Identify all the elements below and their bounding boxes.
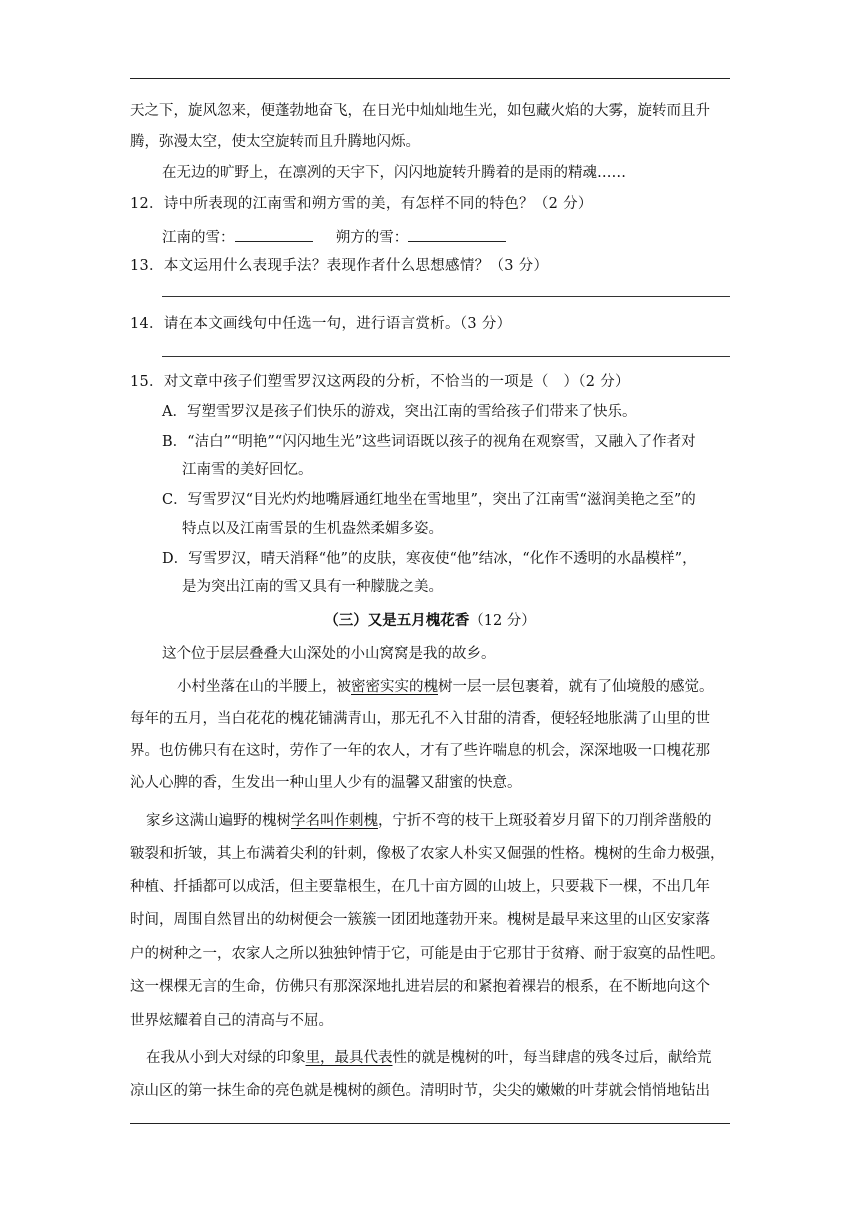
passage-p1: 这个位于层层叠叠大山深处的小山窝窝是我的故乡。 [162, 646, 496, 662]
underlined-sentence: 密密实实的槐 [351, 679, 438, 695]
poem-line: 天之下，旋风忽来，便蓬勃地奋飞，在日光中灿灿地生光，如包藏火焰的大雾，旋转而且升 [130, 103, 710, 119]
text-span: 树一层一层包裹着，就有了仙境般的感觉。 [438, 679, 714, 695]
section-title [0, 609, 860, 630]
text-span: 在我从小到大对绿的印象 [146, 1050, 306, 1066]
option-c: C．写雪罗汉“目光灼灼地嘴唇通红地坐在雪地里”，突出了江南雪“滋润美艳之至”的 [162, 492, 696, 508]
passage-p3-line: 皲裂和折皱，其上布满着尖利的针刺，像极了农家人朴实又倔强的性格。槐树的生命力极强， [130, 846, 725, 862]
passage-p3-line: 种植、扦插都可以成活，但主要靠根生，在几十亩方圆的山坡上，只要栽下一棵，不出几年 [130, 879, 710, 895]
option-c-cont: 特点以及江南雪景的生机盎然柔媚多姿。 [182, 521, 443, 537]
header-rule [130, 78, 730, 79]
passage-p2-line: 界。也仿佛只有在这时，劳作了一年的农人，才有了些许喘息的机会，深深地吸一口槐花那 [130, 743, 710, 759]
footer-rule [130, 1123, 730, 1124]
passage-p4-line [146, 1050, 712, 1067]
option-b-cont: 江南雪的美好回忆。 [182, 462, 313, 478]
passage-p2-line: 每年的五月，当白花花的槐花铺满青山，那无孔不入甘甜的清香，便轻轻地胀满了山里的世 [130, 711, 710, 727]
passage-p3-line: 这一棵棵无言的生命，仿佛只有那深深地扎进岩层的和紧抱着裸岩的根系，在不断地向这个 [130, 979, 710, 995]
passage-p2-line [177, 679, 714, 696]
question-12-answer-row [162, 227, 506, 247]
passage-p3-line [146, 813, 712, 830]
option-d-cont: 是为突出江南的雪又具有一种朦胧之美。 [182, 579, 443, 595]
option-d: D．写雪罗汉，晴天消释“他”的皮肤，寒夜使“他”结冰，“化作不透明的水晶模样”， [162, 551, 697, 567]
answer-line[interactable] [162, 356, 730, 357]
text-span: 性的就是槐树的叶，每当肆虐的残冬过后，献给荒 [392, 1050, 712, 1066]
passage-p3-line: 时间，周围自然冒出的幼树便会一簇簇一团团地蓬勃开来。槐树是最早来这里的山区安家落 [130, 912, 710, 928]
question-13: 13．本文运用什么表现手法？表现作者什么思想感情？（3 分） [130, 258, 549, 274]
question-12: 12．诗中所表现的江南雪和朔方雪的美，有怎样不同的特色？（2 分） [130, 196, 593, 212]
passage-p3-line: 世界炫耀着自己的清高与不屈。 [130, 1013, 333, 1029]
section-score: （12 分） [469, 613, 536, 629]
north-snow-label: 朔方的雪： [335, 230, 409, 246]
north-snow-blank[interactable] [408, 227, 506, 242]
south-snow-blank[interactable] [235, 227, 313, 242]
passage-p2-line: 沁人心脾的香，生发出一种山里人少有的温馨又甜蜜的快意。 [130, 775, 522, 791]
passage-p4-line: 凉山区的第一抹生命的亮色就是槐树的颜色。清明时节，尖尖的嫩嫩的叶芽就会悄悄地钻出 [130, 1083, 710, 1099]
option-b: B．“洁白”“明艳”“闪闪地生光”这些词语既以孩子的视角在观察雪，又融入了作者对 [162, 434, 696, 450]
poem-line: 在无边的旷野上，在凛冽的天宇下，闪闪地旋转升腾着的是雨的精魂…… [162, 165, 626, 181]
option-a: A．写塑雪罗汉是孩子们快乐的游戏，突出江南的雪给孩子们带来了快乐。 [162, 404, 637, 420]
poem-line: 腾，弥漫太空，使太空旋转而且升腾地闪烁。 [130, 134, 420, 150]
text-span: 家乡这满山遍野的槐树 [146, 813, 291, 829]
text-span: ，宁折不弯的枝干上斑驳着岁月留下的刀削斧凿般的 [378, 813, 712, 829]
underlined-sentence: 里，最具代表 [305, 1050, 393, 1066]
section-title-text: （三）又是五月槐花香 [324, 612, 470, 629]
text-span: 小村坐落在山的半腰上，被 [177, 679, 351, 695]
question-15: 15．对文章中孩子们塑雪罗汉这两段的分析，不恰当的一项是（ ）（2 分） [130, 374, 630, 390]
south-snow-label: 江南的雪： [162, 230, 235, 246]
underlined-sentence: 学名叫作刺槐 [291, 813, 378, 829]
answer-line[interactable] [162, 296, 730, 297]
passage-p3-line: 户的树种之一，农家人之所以独独钟情于它，可能是由于它那甘于贫瘠、耐于寂寞的品性吧。 [130, 946, 725, 962]
question-14: 14．请在本文画线句中任选一句，进行语言赏析。（3 分） [130, 316, 512, 332]
